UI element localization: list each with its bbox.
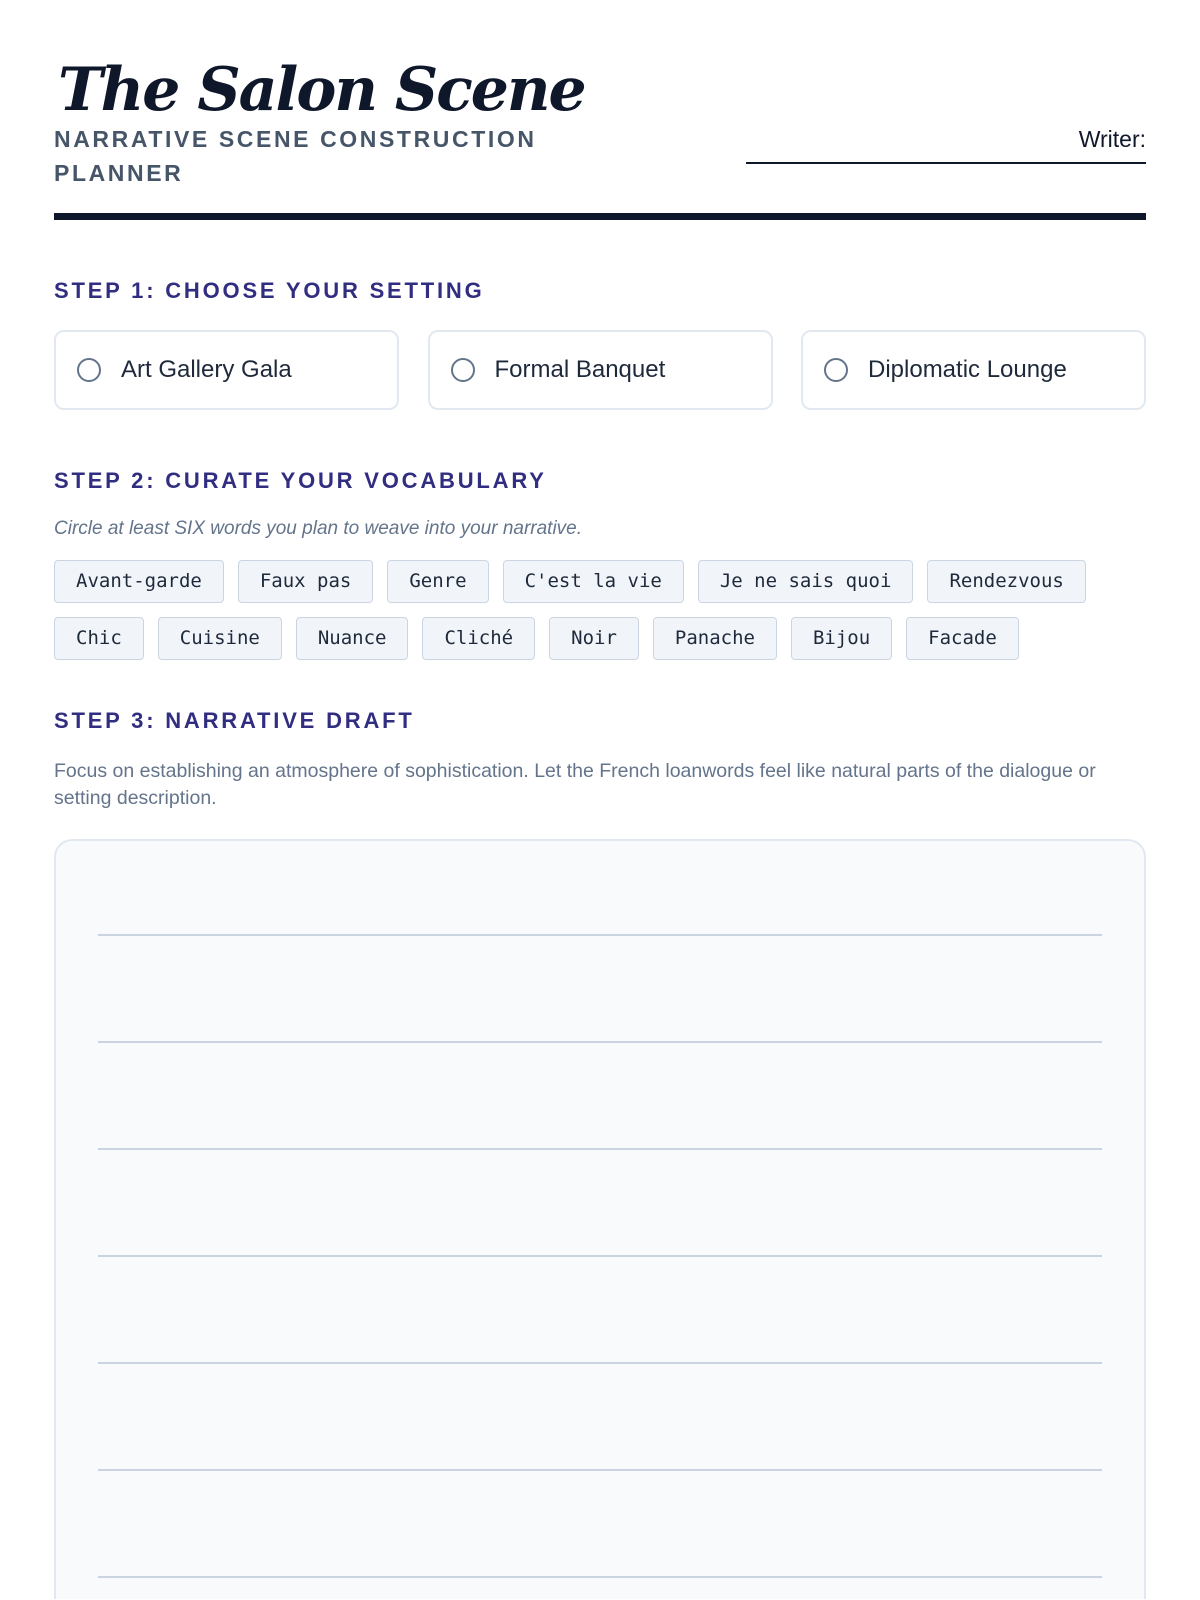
vocab-chip-noir[interactable]: Noir — [549, 617, 639, 660]
setting-option-label: Formal Banquet — [494, 356, 666, 383]
writing-line — [98, 1255, 1102, 1257]
vocab-chip-cuisine[interactable]: Cuisine — [158, 617, 282, 660]
page-title: The Salon Scene — [58, 55, 585, 125]
vocab-chip-chic[interactable]: Chic — [54, 617, 144, 660]
writing-line — [98, 1576, 1102, 1578]
radio-circle-icon[interactable] — [824, 358, 848, 382]
vocabulary-word-bank — [54, 560, 1146, 660]
step2-heading: STEP 2: CURATE YOUR VOCABULARY — [54, 468, 547, 493]
writing-line — [98, 1469, 1102, 1471]
word-bank-row-2 — [54, 617, 1146, 660]
setting-option-label: Art Gallery Gala — [121, 356, 292, 383]
vocab-chip-faux-pas[interactable]: Faux pas — [238, 560, 374, 603]
setting-options — [54, 330, 1146, 410]
vocab-chip-cliche[interactable]: Cliché — [422, 617, 535, 660]
step3-heading: STEP 3: NARRATIVE DRAFT — [54, 708, 415, 733]
vocab-chip-bijou[interactable]: Bijou — [791, 617, 892, 660]
worksheet-header — [54, 52, 1146, 220]
setting-option-art-gallery-gala[interactable] — [54, 330, 399, 410]
vocab-chip-je-ne-sais-quoi[interactable]: Je ne sais quoi — [698, 560, 914, 603]
writer-field — [746, 122, 1146, 164]
vocab-chip-genre[interactable]: Genre — [387, 560, 488, 603]
page-subtitle: NARRATIVE SCENE CONSTRUCTION PLANNER — [54, 126, 537, 186]
vocab-chip-rendezvous[interactable]: Rendezvous — [927, 560, 1085, 603]
narrative-draft-area[interactable] — [54, 839, 1146, 1599]
writer-label: Writer: — [1078, 126, 1146, 152]
radio-circle-icon[interactable] — [77, 358, 101, 382]
writing-line — [98, 934, 1102, 936]
vocab-chip-avant-garde[interactable]: Avant-garde — [54, 560, 224, 603]
writing-line — [98, 1362, 1102, 1364]
writing-line — [98, 1041, 1102, 1043]
step1-heading: STEP 1: CHOOSE YOUR SETTING — [54, 278, 485, 303]
worksheet-page — [54, 52, 1146, 1599]
vocab-chip-nuance[interactable]: Nuance — [296, 617, 409, 660]
vocab-chip-panache[interactable]: Panache — [653, 617, 777, 660]
setting-option-label: Diplomatic Lounge — [868, 356, 1067, 383]
setting-option-formal-banquet[interactable] — [428, 330, 773, 410]
vocab-chip-facade[interactable]: Facade — [906, 617, 1019, 660]
radio-circle-icon[interactable] — [451, 358, 475, 382]
vocabulary-instruction: Circle at least SIX words you plan to weave into your narrative. — [54, 518, 583, 539]
writer-name-line[interactable] — [746, 162, 1146, 164]
setting-option-diplomatic-lounge[interactable] — [801, 330, 1146, 410]
writing-line — [98, 1148, 1102, 1150]
word-bank-row-1 — [54, 560, 1146, 603]
vocab-chip-cest-la-vie[interactable]: C'est la vie — [503, 560, 684, 603]
draft-instruction: Focus on establishing an atmosphere of sophistication. Let the French loanwords feel like natural parts of the dialogue or setting description. — [54, 760, 1096, 809]
header-divider — [54, 213, 1146, 220]
